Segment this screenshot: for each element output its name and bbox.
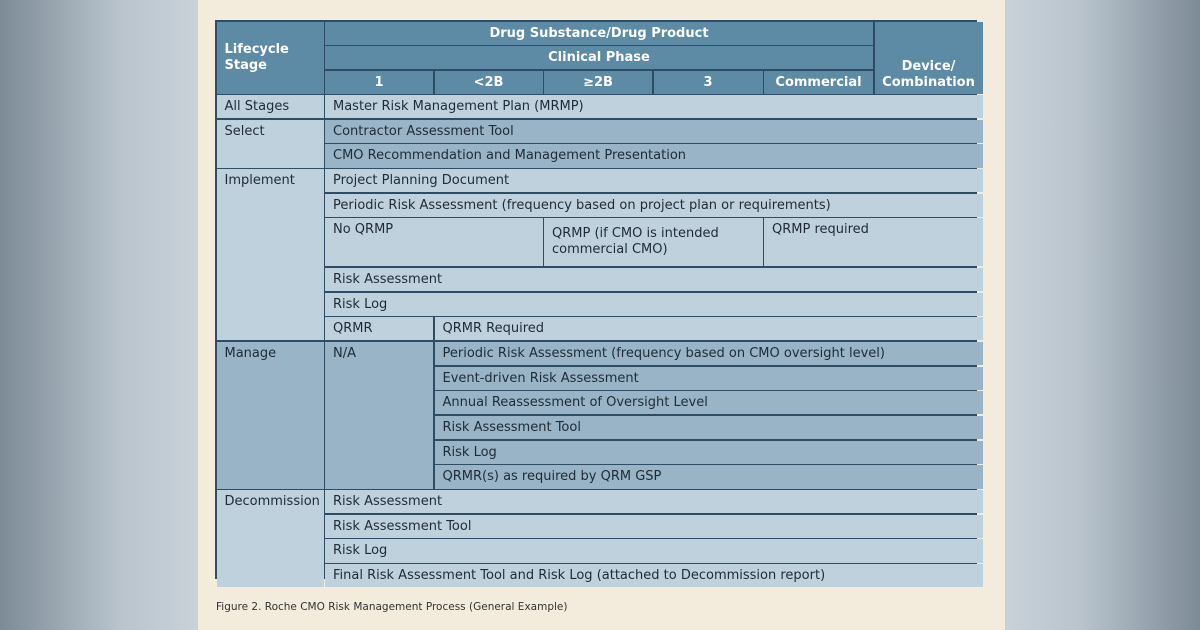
cell-qrmp-required: QRMP required xyxy=(764,218,983,266)
header-phase-commercial: Commercial xyxy=(764,71,873,94)
cell-contractor-assessment-tool: Contractor Assessment Tool xyxy=(325,120,983,143)
cell-decom-risk-assessment: Risk Assessment xyxy=(325,490,983,513)
stage-implement: Implement xyxy=(217,169,324,340)
cell-decom-risk-assessment-tool: Risk Assessment Tool xyxy=(325,515,983,538)
cell-periodic-risk-assessment-project: Periodic Risk Assessment (frequency based on project plan or requirements) xyxy=(325,194,983,217)
cell-event-driven-risk-assessment: Event-driven Risk Assessment xyxy=(435,367,983,390)
cell-periodic-risk-assessment-oversight: Periodic Risk Assessment (frequency based on CMO oversight level) xyxy=(435,342,983,365)
cell-mrmp: Master Risk Management Plan (MRMP) xyxy=(325,95,983,118)
cell-implement-risk-assessment: Risk Assessment xyxy=(325,268,983,291)
cell-manage-risk-assessment-tool: Risk Assessment Tool xyxy=(435,416,983,439)
cell-qrmr-required: QRMR Required xyxy=(435,317,983,340)
stage-decommission: Decommission xyxy=(217,490,324,587)
header-drug-substance-product: Drug Substance/Drug Product xyxy=(325,22,873,45)
header-clinical-phase: Clinical Phase xyxy=(325,46,873,69)
header-phase-ge2b: ≥2B xyxy=(544,71,652,94)
figure-caption: Figure 2. Roche CMO Risk Management Process (General Example) xyxy=(216,601,568,613)
cell-decom-risk-log: Risk Log xyxy=(325,539,983,562)
cell-cmo-recommendation: CMO Recommendation and Management Presentation xyxy=(325,144,983,167)
header-phase-1: 1 xyxy=(325,71,433,94)
cell-manage-risk-log: Risk Log xyxy=(435,441,983,464)
stage-manage: Manage xyxy=(217,342,324,489)
stage-all-stages: All Stages xyxy=(217,95,324,118)
cell-qrmrs-required: QRMR(s) as required by QRM GSP xyxy=(435,465,983,488)
header-device-combination: Device/ Combination xyxy=(875,22,983,94)
cell-project-planning-document: Project Planning Document xyxy=(325,169,983,192)
risk-management-table xyxy=(215,20,977,584)
stage-select: Select xyxy=(217,120,324,168)
header-phase-lt2b: <2B xyxy=(435,71,543,94)
cell-manage-na: N/A xyxy=(325,342,433,489)
cell-no-qrmp: No QRMP xyxy=(325,218,543,266)
header-lifecycle-stage: Lifecycle Stage xyxy=(217,22,324,94)
header-phase-3: 3 xyxy=(654,71,763,94)
cell-annual-reassessment: Annual Reassessment of Oversight Level xyxy=(435,391,983,414)
cell-qrmr: QRMR xyxy=(325,317,433,340)
cell-implement-risk-log: Risk Log xyxy=(325,293,983,316)
figure-page xyxy=(198,0,1005,630)
cell-final-risk-assessment: Final Risk Assessment Tool and Risk Log (attached to Decommission report) xyxy=(325,564,983,587)
cell-qrmp-if-commercial: QRMP (if CMO is intended commercial CMO) xyxy=(544,218,763,266)
